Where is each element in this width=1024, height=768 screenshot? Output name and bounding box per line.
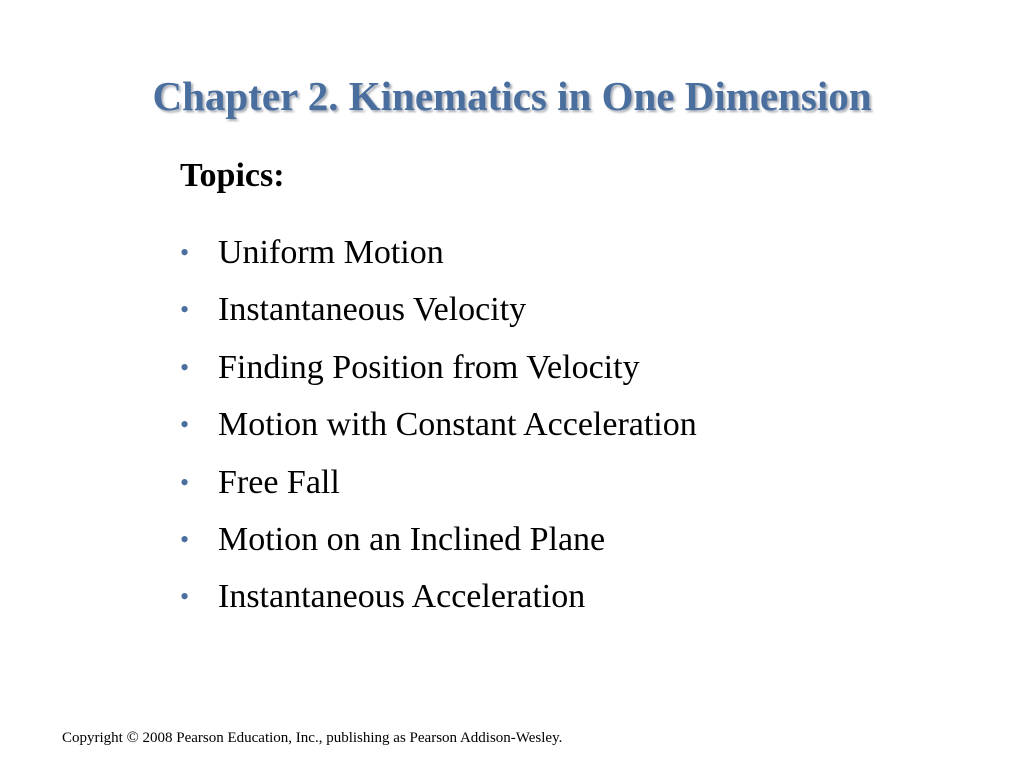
copyright-icon: © [126,729,139,746]
list-item-label: Instantaneous Acceleration [218,578,586,616]
copyright-footer [62,729,562,747]
bullet-icon: • [180,524,190,554]
list-item [180,575,697,632]
list-item-label: Motion with Constant Acceleration [218,406,697,444]
list-item [180,346,697,403]
bullet-icon: • [180,410,190,440]
slide-title: Chapter 2. Kinematics in One Dimension [152,73,872,119]
bullet-icon: • [180,467,190,497]
list-item [180,461,697,518]
list-item-label: Motion on an Inclined Plane [218,520,606,558]
list-item [180,403,697,460]
list-item-label: Finding Position from Velocity [218,348,640,386]
copyright-prefix: Copyright [62,730,123,746]
list-item [180,518,697,575]
bullet-icon: • [180,582,190,612]
list-item-label: Free Fall [218,463,340,501]
topics-list [180,231,697,633]
bullet-icon: • [180,352,190,382]
topics-heading: Topics: [180,157,285,194]
list-item-label: Instantaneous Velocity [218,291,527,329]
list-item [180,231,697,288]
list-item-label: Uniform Motion [218,234,444,271]
list-item [180,288,697,345]
copyright-text: 2008 Pearson Education, Inc., publishing as Pearson Addison-Wesley. [142,730,563,746]
bullet-icon: • [180,295,190,325]
bullet-icon: • [180,238,190,267]
